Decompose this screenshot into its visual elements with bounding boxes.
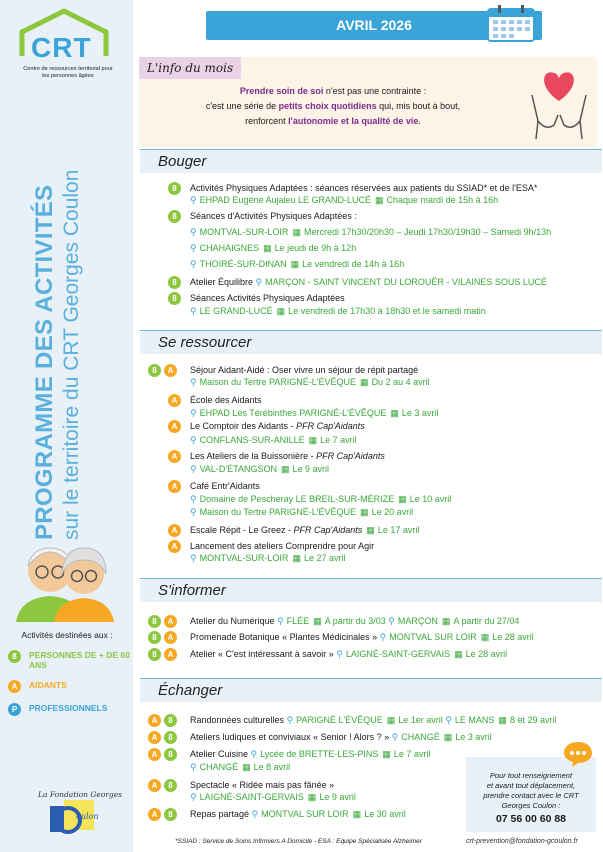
pin-icon: ⚲ [190,195,197,205]
list-item [0,394,603,407]
contact-line: et avant tout déplacement, [486,781,576,790]
calendar-icon [484,3,538,43]
activity-label: Promenade Botanique « Plantes Médicinales » [190,632,378,642]
calendar-small-icon: ▦ [382,749,391,759]
legend-label: AIDANTS [29,680,67,690]
pro-badge-icon: P [8,703,21,716]
pin-icon: ⚲ [251,809,259,819]
activity-title: Café Entr'Aidants [190,481,260,491]
section-informer [140,578,602,602]
aidant-badge-icon: A [148,808,161,821]
location-label: LE MANS [454,715,495,725]
location-label: CONFLANS-SUR-ANILLE [199,435,305,445]
senior-badge-icon: 8 [164,714,177,727]
location-label: EHPAD Les Térébinthes PARIGNÉ-L'ÉVÊQUE [199,408,387,418]
location-label: MONTVAL-SUR-LOIR [199,553,289,563]
date-label: Du 2 au 4 avril [371,377,430,387]
activity-title [190,277,547,288]
pin-icon: ⚲ [190,227,197,237]
pin-icon: ⚲ [379,632,387,642]
calendar-small-icon: ▦ [360,507,369,517]
activity-title: Séjour Aidant-Aidé : Oser vivre un séjour de répit partagé [190,365,419,375]
logo-subtitle: Centre de ressources territorial pour les personnes âgées [23,66,113,79]
senior-badge-icon: 8 [8,650,21,663]
legend-label: PERSONNES DE + DE 60 ANS [29,650,130,670]
location-label: Maison du Tertre PARIGNÉ-L'ÉVÊQUE [199,377,357,387]
legend-label: PROFESSIONNELS [29,703,108,713]
info-bold: l'autonomie et la qualité de vie [288,116,419,126]
calendar-small-icon: ▦ [398,494,407,504]
section-echanger [140,678,602,702]
aidant-badge-icon: A [168,420,181,433]
pin-icon: ⚲ [286,715,294,725]
info-bold: petits choix quotidiens [278,101,377,111]
date-label: A partir du 3/03 [324,616,386,626]
info-text-part: n'est pas une contrainte : [323,86,427,96]
calendar-small-icon: ▦ [281,464,290,474]
date-label: Le 28 avril [492,632,534,642]
fondation-logo-text: oulon [76,812,99,821]
activity-title [190,451,385,461]
activity-details [190,195,603,208]
location-label: MONTVAL-SUR-LOIR [199,227,289,237]
info-text-part: qui, mis bout à bout, [376,101,461,111]
calendar-small-icon: ▦ [292,227,301,237]
activity-details [190,377,603,390]
date-label: Le vendredi de 17h30 à 18h30 et le samedi matin [288,306,486,316]
calendar-small-icon: ▦ [443,732,453,742]
pin-icon: ⚲ [445,715,452,725]
location-label: MONTVAL SUR LOIR [261,809,349,819]
info-text-part: renforcent [245,116,289,126]
month-title: AVRIL 2026 [206,11,542,40]
activity-details [190,553,603,566]
activity-details [190,507,603,520]
senior-badge-icon: 8 [168,210,181,223]
senior-badge-icon: 8 [148,631,161,644]
date-label: Le 10 avril [409,494,452,504]
calendar-small-icon: ▦ [313,616,322,626]
list-item [0,420,603,433]
aidant-badge-icon: A [168,524,181,537]
pin-icon: ⚲ [190,306,197,316]
date-label: Le 27 avril [303,553,346,563]
date-label: Le 28 avril [465,649,508,659]
calendar-small-icon: ▦ [263,243,272,253]
senior-badge-icon: 8 [164,779,177,792]
pin-icon: ⚲ [250,749,258,759]
date-label: Mercredi 17h30/20h30 – Jeudi 17h30/19h30 – Samedi 9h/13h [303,227,552,237]
aidant-badge-icon: A [168,450,181,463]
calendar-small-icon: ▦ [454,649,463,659]
list-item [0,364,603,377]
pin-icon: ⚲ [277,616,284,626]
calendar-small-icon: ▦ [480,632,490,642]
date-label: Le 30 avril [364,809,406,819]
pin-icon: ⚲ [190,762,197,772]
aidant-badge-icon: A [168,540,181,553]
date-label: 8 et 29 avril [509,715,557,725]
activity-title: Lancement des ateliers Comprendre pour Agir [190,541,375,551]
activity-title [190,525,419,536]
pin-icon: ⚲ [388,616,395,626]
vertical-title-sub: sur le territoire du CRT Georges Coulon [60,169,83,540]
contact-box [466,757,596,832]
pin-icon: ⚲ [190,408,197,418]
aidant-badge-icon: A [164,631,177,644]
vertical-title-main: PROGRAMME DES ACTIVITÉS [31,184,58,540]
activity-title [190,616,519,627]
pin-icon: ⚲ [190,792,197,802]
list-item [0,480,603,493]
info-text-part: . [418,116,421,126]
date-label: Le 7 avril [393,749,431,759]
info-tag [139,57,241,79]
pin-icon: ⚲ [190,553,197,563]
activity-label: Atelier Équilibre [190,277,254,287]
date-label: Le 8 avril [253,762,291,772]
location-label: THOIRÉ-SUR-DINAN [199,259,287,269]
crt-logo [14,6,114,84]
aidant-badge-icon: A [148,748,161,761]
location-label: LE GRAND-LUCÉ [199,306,273,316]
activity-details [190,259,603,272]
list-item [0,631,603,644]
location-label: LAIGNÉ-SAINT-GERVAIS [345,649,451,659]
phone-number[interactable]: 07 56 00 60 88 [495,813,567,825]
chat-bubble-icon [562,740,594,768]
aidant-badge-icon: A [164,364,177,377]
calendar-small-icon: ▦ [352,809,362,819]
calendar-small-icon: ▦ [375,195,384,205]
activity-label: Atelier du Numérique [190,616,275,626]
section-title: Bouger [158,153,207,170]
list-item [0,210,603,223]
pin-icon: ⚲ [190,494,197,504]
activity-title [190,732,492,743]
location-label: CHAHAIGNES [199,243,260,253]
activity-title [190,715,556,726]
date-label: Le 3 avril [455,732,492,742]
list-item [0,648,603,661]
date-label: Le 3 avril [401,408,439,418]
activity-details [190,494,603,507]
activity-label: Atelier Cuisine [190,749,249,759]
activity-organizer: PFR Cap'Aidants [316,451,385,461]
legend-aidants [8,680,130,693]
senior-badge-icon: 8 [148,615,161,628]
fondation-name: La Fondation Georges [38,790,123,799]
aidant-badge-icon: A [148,779,161,792]
activity-details [190,435,603,448]
aidant-badge-icon: A [148,714,161,727]
list-item [0,450,603,463]
contact-line: prendre contact avec le CRT [483,791,579,800]
pin-icon: ⚲ [190,259,197,269]
activity-label: Ateliers ludiques et conviviaux « Senior ! Alors ? » [190,732,390,742]
activity-title: Spectacle « Ridée mais pas fânée » [190,780,335,790]
location-label: PARIGNÉ L'ÉVÊQUE [296,715,383,725]
section-title: S'informer [158,582,226,599]
aidant-badge-icon: A [164,648,177,661]
location [190,195,371,205]
calendar-small-icon: ▦ [366,525,375,535]
activity-details [190,227,603,240]
location-label: VAL-D'ÉTANGSON [199,464,277,474]
list-item [0,615,603,628]
activity-label: Atelier « C'est intéressant à savoir » [190,649,334,659]
calendar-small-icon: ▦ [307,792,317,802]
calendar-small-icon: ▦ [386,715,396,725]
calendar-small-icon: ▦ [360,377,369,387]
pin-icon: ⚲ [391,732,399,742]
date-label: Le vendredi de 14h à 16h [302,259,405,269]
date-label: Le 7 avril [320,435,357,445]
calendar-small-icon: ▦ [290,259,300,269]
list-item [0,524,603,537]
location-label: Maison du Tertre PARIGNÉ-L'ÉVÊQUE [199,507,357,517]
date-label: Le 17 avril [377,525,420,535]
activity-details [190,306,603,319]
activity-title [190,632,534,643]
calendar-small-icon: ▦ [292,553,301,563]
location-label: Lycée de BRETTE-LES-PINS [260,749,379,759]
info-text-part: c'est une série de [205,101,279,111]
activity-title [190,421,365,431]
heart-hands-icon [528,65,590,141]
activity-details [190,464,603,477]
list-item [0,276,603,289]
pin-icon: ⚲ [190,377,197,387]
activity-title [190,649,507,660]
pin-icon: ⚲ [255,277,263,287]
senior-badge-icon: 8 [164,808,177,821]
pin-icon: ⚲ [190,435,197,445]
activity-organizer: PFR Cap'Aidants [296,421,365,431]
section-bouger [140,149,602,173]
activity-label: Les Ateliers de la Buissonière - [190,451,317,461]
senior-badge-icon: 8 [168,276,181,289]
activity-title: Séances Activités Physiques Adaptées [190,293,345,303]
location-label: CHANGÉ [199,762,239,772]
location-label: EHPAD Eugène Aujaleu LE GRAND-LUCÉ [199,195,372,205]
calendar-small-icon: ▦ [276,306,286,316]
date-label: Chaque mardi de 15h à 16h [386,195,499,205]
list-item [0,731,603,744]
activity-title: Activités Physiques Adaptées : séances réservées aux patients du SSIAD* et de l'ESA* [190,183,538,193]
footnote: *SSIAD : Service de Soins Infirmiers A Domicile - ESA : Equipe Spécialisée Alzheimer [175,838,422,845]
location-label: CHANGÉ [401,732,440,742]
location-label: LAIGNÉ-SAINT-GERVAIS [199,792,304,802]
location-label: FLÉE [286,616,310,626]
pin-icon: ⚲ [336,649,343,659]
info-bold: Prendre soin de soi [239,86,324,96]
location-label: MARÇON - SAINT VINCENT DU LOROUËR - VILAINES SOUS LUCÉ [265,277,547,287]
contact-email[interactable]: crt-prevention@fondation-gcoulon.fr [466,838,578,845]
section-title: Échanger [158,682,223,699]
calendar-small-icon: ▦ [308,435,318,445]
aidant-badge-icon: A [168,394,181,407]
date-label: A partir du 27/04 [453,616,520,626]
list-item [0,182,603,195]
calendar-small-icon: ▦ [498,715,507,725]
activity-title: École des Aidants [190,395,262,405]
senior-badge-icon: 8 [164,748,177,761]
section-ressourcer [140,330,602,354]
pin-icon: ⚲ [190,464,197,474]
contact-line: Pour tout renseignement [489,771,573,780]
location-label: MARÇON [397,616,438,626]
date-label: Le 9 avril [292,464,330,474]
date-label: Le 1er avril [398,715,443,725]
senior-badge-icon: 8 [148,648,161,661]
aidant-badge-icon: A [8,680,21,693]
list-item [0,714,603,727]
list-item [0,292,603,305]
activity-label: Repas partagé [190,809,250,819]
activity-title [190,749,430,760]
public-title: Activités destinées aux : [21,630,113,640]
logo-text: CRT [31,32,92,63]
location-label: Domaine de Pescheray LE BREIL-SUR-MÉRIZE [199,494,395,504]
senior-badge-icon: 8 [168,182,181,195]
calendar-small-icon: ▦ [242,762,251,772]
list-item [0,540,603,553]
contact-line: Georges Coulon : [501,801,561,810]
pin-icon: ⚲ [190,507,197,517]
activity-label: Le Comptoir des Aidants - [190,421,297,431]
activity-organizer: PFR Cap'Aidants [293,525,363,535]
senior-badge-icon: 8 [168,292,181,305]
senior-badge-icon: 8 [148,364,161,377]
pin-icon: ⚲ [190,243,197,253]
activity-label: Escale Répit - Le Greez - [190,525,294,535]
activity-label: Randonnées culturelles [190,715,285,725]
senior-badge-icon: 8 [164,731,177,744]
location-label: MONTVAL SUR LOIR [389,632,477,642]
activity-title [190,809,406,820]
date-label: Le jeudi de 9h à 12h [274,243,357,253]
section-title: Se ressourcer [158,334,252,351]
info-tag-label: L'info du mois [147,61,234,75]
aidant-badge-icon: A [168,480,181,493]
activity-details [190,243,603,256]
date-label: Le 20 avril [371,507,414,517]
calendar-small-icon: ▦ [390,408,399,418]
info-text [178,84,488,129]
activity-title: Séances d'Activités Physiques Adaptées : [190,211,357,221]
aidant-badge-icon: A [164,615,177,628]
calendar-small-icon: ▦ [441,616,451,626]
aidant-badge-icon: A [148,731,161,744]
date-label: Le 9 avril [319,792,356,802]
